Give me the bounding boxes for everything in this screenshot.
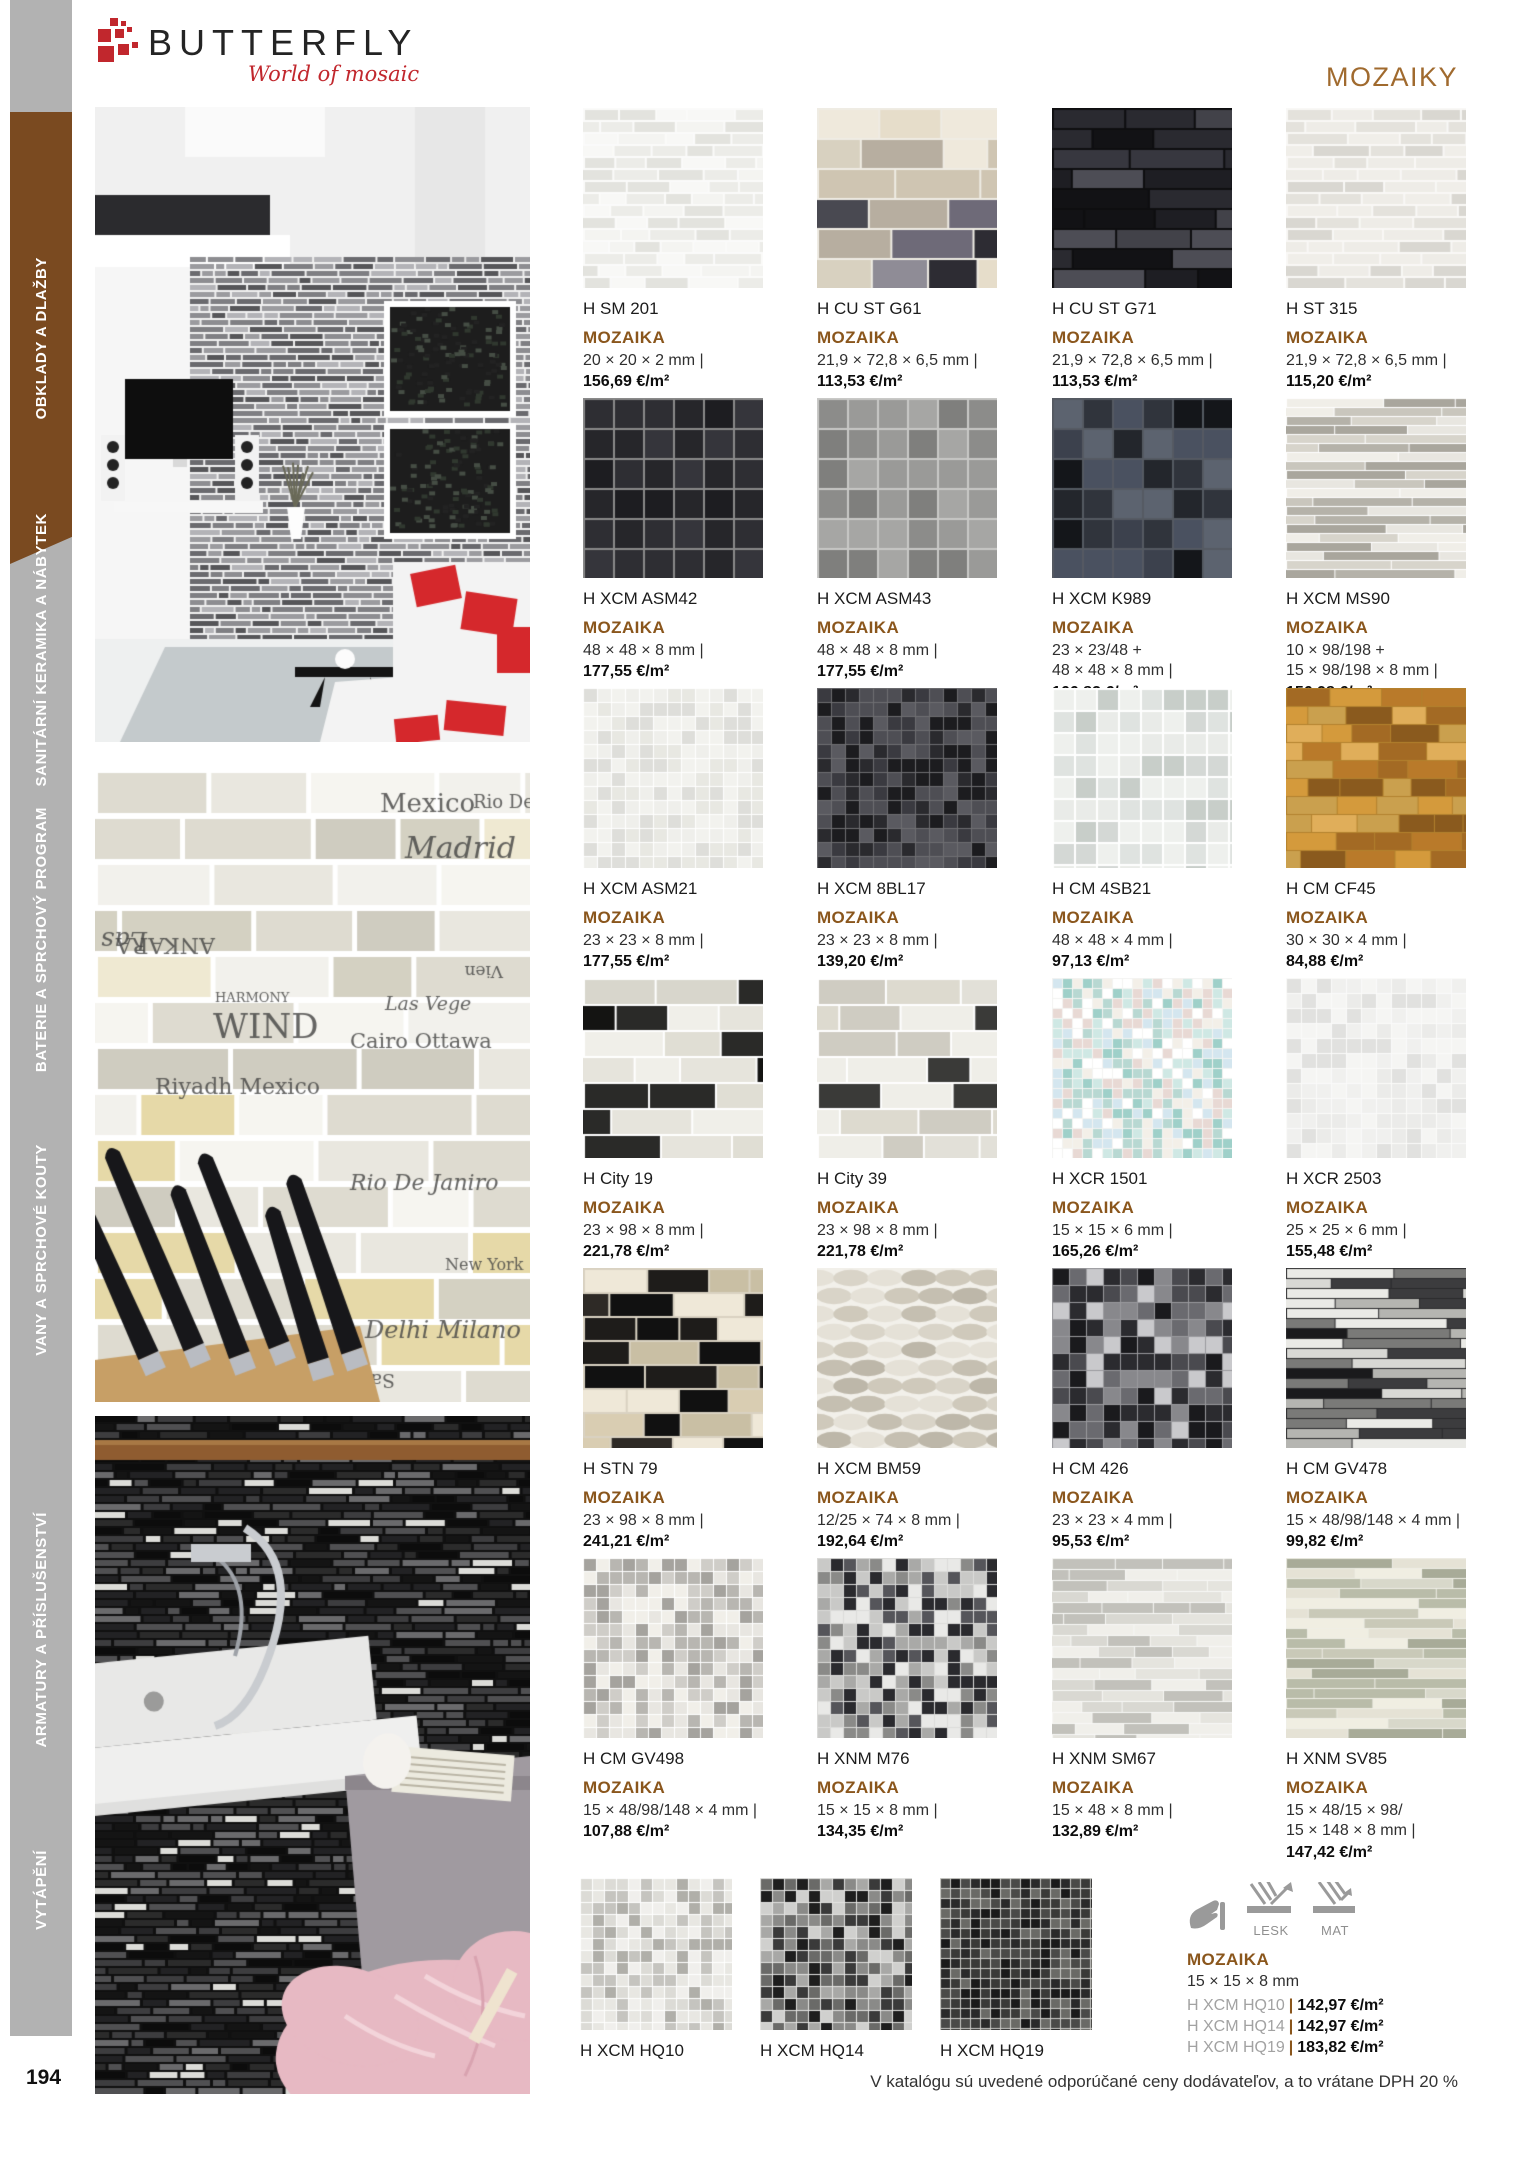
- product-card: [583, 978, 765, 1261]
- product-category-label: MOZAIKA: [1052, 328, 1135, 347]
- product-dimensions: [1052, 351, 1234, 371]
- product-category-label: MOZAIKA: [583, 618, 666, 637]
- product-category-label: MOZAIKA: [817, 1488, 900, 1507]
- combined-row-price: 142,97 €/m²: [1297, 2018, 1384, 2036]
- product-code: H XCM BM59: [817, 1459, 921, 1478]
- product-card: [1052, 108, 1234, 391]
- product-card: [1286, 398, 1468, 702]
- product-category-label: MOZAIKA: [1052, 1198, 1135, 1217]
- product-code: H XNM M76: [817, 1749, 910, 1768]
- product-price: 156,69 €/m²: [583, 373, 670, 391]
- sidebar-item-label: BATERIE A SPRCHOVÝ PROGRAM: [32, 807, 50, 1073]
- combined-dimensions: 15 × 15 × 8 mm: [1187, 1973, 1300, 1990]
- product-price: 95,53 €/m²: [1052, 1533, 1130, 1551]
- product-card: [817, 108, 999, 391]
- product-card: [583, 1558, 765, 1841]
- combined-row-price: 142,97 €/m²: [1297, 1997, 1384, 2014]
- product-card: [1286, 1268, 1468, 1551]
- product-dimensions: [1052, 1511, 1234, 1531]
- product-code: H XCM HQ10: [580, 2041, 684, 2060]
- sidebar-item-6[interactable]: [10, 1670, 72, 2110]
- sidebar-item-label: VYTÁPĚNÍ: [32, 1850, 50, 1930]
- product-price: 177,55 €/m²: [583, 953, 670, 971]
- product-price: 113,53 €/m²: [817, 373, 903, 391]
- dimension-line: 15 × 15 × 8 mm |: [817, 1802, 938, 1819]
- dimension-line: 23 × 98 × 8 mm |: [583, 1222, 704, 1239]
- product-card: [1286, 1558, 1468, 1862]
- dimension-line: 21,9 × 72,8 × 6,5 mm |: [1052, 352, 1213, 369]
- product-code: H City 19: [583, 1169, 653, 1188]
- product-dimensions: [817, 1511, 999, 1531]
- product-dimensions: [1286, 641, 1468, 682]
- combined-row-code: H XCM HQ19: [1187, 2039, 1285, 2057]
- product-category-label: MOZAIKA: [583, 1778, 666, 1797]
- product-code: H CM CF45: [1286, 879, 1376, 898]
- product-price: 221,78 €/m²: [583, 1243, 670, 1261]
- product-card: [817, 688, 999, 971]
- product-price: 132,89 €/m²: [1052, 1823, 1139, 1841]
- product-code: H XCR 2503: [1286, 1169, 1382, 1188]
- product-card: [1052, 1558, 1234, 1841]
- combined-category-label: MOZAIKA: [1187, 1950, 1270, 1969]
- product-category-label: MOZAIKA: [1052, 1488, 1135, 1507]
- product-code: H ST 315: [1286, 299, 1358, 318]
- divider: |: [1288, 2018, 1294, 2036]
- page-number: 194: [26, 2066, 62, 2089]
- product-price: 155,48 €/m²: [1286, 1243, 1373, 1261]
- combined-price-block: [1187, 1890, 1472, 2058]
- product-code: H CU ST G71: [1052, 299, 1157, 318]
- product-dimensions: [817, 1221, 999, 1241]
- product-category-label: MOZAIKA: [817, 618, 900, 637]
- dimension-line: 23 × 98 × 8 mm |: [817, 1222, 938, 1239]
- dimension-line: 12/25 × 74 × 8 mm |: [817, 1512, 960, 1529]
- product-card: [583, 1268, 765, 1551]
- product-card: [1052, 1268, 1234, 1551]
- brand-name: BUTTERFLY: [148, 22, 419, 63]
- product-code: H XNM SV85: [1286, 1749, 1388, 1768]
- sidebar-item-label: VANY A SPRCHOVÉ KOUTY: [32, 1144, 50, 1356]
- product-tile-image: [817, 1558, 997, 1738]
- product-category-label: MOZAIKA: [817, 908, 900, 927]
- dimension-line: 15 × 48/98/148 × 4 mm |: [583, 1802, 758, 1819]
- product-category-label: MOZAIKA: [583, 1198, 666, 1217]
- photo-living-room: [95, 107, 530, 742]
- product-code: H XCM HQ19: [940, 2041, 1044, 2060]
- gloss-finish-label: LESK: [1253, 1923, 1289, 1938]
- combined-row-code: H XCM HQ14: [1187, 2018, 1285, 2036]
- product-category-label: MOZAIKA: [1286, 1488, 1369, 1507]
- dimension-line: 21,9 × 72,8 × 6,5 mm |: [1286, 352, 1447, 369]
- brand-logo: [98, 16, 458, 88]
- product-dimensions: [1286, 931, 1468, 951]
- product-dimensions: [583, 1221, 765, 1241]
- matte-finish-icon: [1311, 1882, 1359, 1916]
- product-tile-image: [817, 1268, 997, 1448]
- product-card: [940, 1878, 1122, 2070]
- product-code: H XCM 8BL17: [817, 879, 926, 898]
- product-dimensions: [583, 931, 765, 951]
- product-tile-image: [1052, 1558, 1232, 1738]
- product-tile-image: [583, 1558, 763, 1738]
- dimension-line: 23 × 23 × 8 mm |: [583, 932, 704, 949]
- product-dimensions: [1286, 351, 1468, 371]
- product-price: 192,64 €/m²: [817, 1533, 904, 1551]
- dimension-line: 48 × 48 × 8 mm |: [583, 642, 704, 659]
- divider: |: [1288, 1997, 1294, 2014]
- dimension-line: 21,9 × 72,8 × 6,5 mm |: [817, 352, 978, 369]
- product-code: H XCM MS90: [1286, 589, 1390, 608]
- product-price: 221,78 €/m²: [817, 1243, 904, 1261]
- dimension-line: 20 × 20 × 2 mm |: [583, 352, 704, 369]
- product-price: 134,35 €/m²: [817, 1823, 904, 1841]
- product-category-label: MOZAIKA: [583, 1488, 666, 1507]
- product-card: [817, 398, 999, 681]
- product-tile-image: [817, 978, 997, 1158]
- product-card: [817, 1268, 999, 1551]
- product-code: H XNM SM67: [1052, 1749, 1156, 1768]
- sidebar-item-label: ARMATURY A PŘÍSLUŠENSTVÍ: [32, 1512, 50, 1748]
- product-tile-image: [583, 398, 763, 578]
- product-price: 107,88 €/m²: [583, 1823, 670, 1841]
- product-tile-image: [583, 688, 763, 868]
- combined-price-row: [1187, 1995, 1472, 2016]
- product-tile-image: [940, 1878, 1092, 2030]
- product-dimensions: [817, 1801, 999, 1821]
- product-tile-image: [760, 1878, 912, 2030]
- photo-dark-mosaic-bath: [95, 1416, 530, 2094]
- product-code: H CM GV478: [1286, 1459, 1388, 1478]
- sidebar-item-label: SANITÁRNÍ KERAMIKA A NÁBYTEK: [32, 513, 50, 787]
- product-card: [583, 398, 765, 681]
- product-tile-image: [1286, 688, 1466, 868]
- product-card: [583, 108, 765, 391]
- product-card: [1286, 688, 1468, 971]
- product-code: H XCM K989: [1052, 589, 1152, 608]
- dimension-line: 15 × 48/98/148 × 4 mm |: [1286, 1512, 1461, 1529]
- dimension-line: 48 × 48 × 8 mm |: [1052, 662, 1173, 680]
- product-dimensions: [817, 351, 999, 371]
- product-dimensions: [1052, 1221, 1234, 1241]
- product-tile-image: [583, 978, 763, 1158]
- dimension-line: 25 × 25 × 6 mm |: [1286, 1222, 1407, 1239]
- product-category-label: MOZAIKA: [1052, 1778, 1135, 1797]
- product-category-label: MOZAIKA: [1052, 908, 1135, 927]
- product-card: [760, 1878, 942, 2070]
- product-category-label: MOZAIKA: [1286, 618, 1369, 637]
- product-code: H XCM ASM21: [583, 879, 698, 898]
- product-price: 113,53 €/m²: [1052, 373, 1138, 391]
- product-price: 99,82 €/m²: [1286, 1533, 1364, 1551]
- product-tile-image: [817, 108, 997, 288]
- product-category-label: MOZAIKA: [1286, 1778, 1369, 1797]
- product-card: [817, 1558, 999, 1841]
- product-card: [583, 688, 765, 971]
- dimension-line: 48 × 48 × 4 mm |: [1052, 932, 1173, 949]
- product-code: H SM 201: [583, 299, 659, 318]
- product-card: [1052, 398, 1234, 702]
- product-dimensions: [817, 931, 999, 951]
- product-card: [580, 1878, 762, 2070]
- product-tile-image: [1286, 398, 1466, 578]
- product-card: [1052, 978, 1234, 1261]
- product-tile-image: [1052, 688, 1232, 868]
- product-tile-image: [1286, 978, 1466, 1158]
- dimension-line: 23 × 23 × 4 mm |: [1052, 1512, 1173, 1529]
- product-code: H XCM ASM43: [817, 589, 932, 608]
- combined-row-price: 183,82 €/m²: [1297, 2039, 1384, 2057]
- product-dimensions: [583, 351, 765, 371]
- combined-row-code: H XCM HQ10: [1187, 1997, 1285, 2014]
- product-price: 177,55 €/m²: [583, 663, 670, 681]
- dimension-line: 23 × 23/48 +: [1052, 642, 1142, 659]
- product-price: 84,88 €/m²: [1286, 953, 1364, 971]
- product-price: 177,55 €/m²: [817, 663, 904, 681]
- product-code: H City 39: [817, 1169, 887, 1188]
- dimension-line: 15 × 15 × 6 mm |: [1052, 1222, 1173, 1239]
- product-card: [1286, 108, 1468, 391]
- product-code: H XCM HQ14: [760, 2041, 864, 2060]
- product-card: [817, 978, 999, 1261]
- sidebar-item-label: OBKLADY A DLAŽBY: [32, 256, 50, 420]
- sidebar-item-4[interactable]: [10, 1030, 72, 1470]
- product-category-label: MOZAIKA: [583, 328, 666, 347]
- product-dimensions: [1052, 641, 1234, 682]
- product-dimensions: [1286, 1221, 1468, 1241]
- dimension-line: 10 × 98/198 +: [1286, 642, 1385, 659]
- product-dimensions: [583, 641, 765, 661]
- product-dimensions: [1286, 1801, 1468, 1842]
- product-code: H CU ST G61: [817, 299, 922, 318]
- product-category-label: MOZAIKA: [583, 908, 666, 927]
- divider: |: [1288, 2039, 1294, 2057]
- footer-note: V katalógu sú uvedené odporúčané ceny dodávateľov, a to vrátane DPH 20 %: [870, 2072, 1458, 2091]
- product-category-label: MOZAIKA: [817, 328, 900, 347]
- product-price: 115,20 €/m²: [1286, 373, 1372, 391]
- product-tile-image: [817, 688, 997, 868]
- product-category-label: MOZAIKA: [1052, 618, 1135, 637]
- dimension-line: 48 × 48 × 8 mm |: [817, 642, 938, 659]
- combined-price-row: [1187, 2016, 1472, 2037]
- product-tile-image: [1286, 108, 1466, 288]
- product-category-label: MOZAIKA: [1286, 328, 1369, 347]
- dimension-line: 23 × 98 × 8 mm |: [583, 1512, 704, 1529]
- product-code: H CM 4SB21: [1052, 879, 1152, 898]
- product-dimensions: [817, 641, 999, 661]
- product-price: 97,13 €/m²: [1052, 953, 1130, 971]
- product-code: H XCR 1501: [1052, 1169, 1148, 1188]
- butterfly-mosaic-logo-icon: [98, 18, 142, 66]
- product-card: [1052, 688, 1234, 971]
- product-dimensions: [1052, 1801, 1234, 1821]
- product-code: H STN 79: [583, 1459, 658, 1478]
- dimension-line: 15 × 48 × 8 mm |: [1052, 1802, 1173, 1819]
- product-code: H CM 426: [1052, 1459, 1129, 1478]
- product-code: H CM GV498: [583, 1749, 685, 1768]
- product-tile-image: [1052, 108, 1232, 288]
- product-category-label: MOZAIKA: [1286, 1198, 1369, 1217]
- product-tile-image: [1286, 1268, 1466, 1448]
- product-tile-image: [583, 1268, 763, 1448]
- combined-price-row: [1187, 2037, 1472, 2058]
- dimension-line: 30 × 30 × 4 mm |: [1286, 932, 1407, 949]
- page-title: MOZAIKY: [1325, 62, 1458, 92]
- wall-suitability-hand-icon: [1187, 1896, 1231, 1938]
- product-tile-image: [1052, 978, 1232, 1158]
- product-price: 165,26 €/m²: [1052, 1243, 1139, 1261]
- brand-tagline: World of mosaic: [248, 62, 420, 86]
- gloss-finish-icon: [1245, 1882, 1297, 1916]
- product-dimensions: [583, 1801, 765, 1821]
- matte-finish-label: MAT: [1321, 1923, 1349, 1938]
- product-code: H XCM ASM42: [583, 589, 698, 608]
- dimension-line: 15 × 98/198 × 8 mm |: [1286, 662, 1438, 680]
- dimension-line: 15 × 148 × 8 mm |: [1286, 1822, 1416, 1840]
- product-tile-image: [583, 108, 763, 288]
- product-tile-image: [1052, 398, 1232, 578]
- product-dimensions: [1286, 1511, 1468, 1531]
- product-price: 241,21 €/m²: [583, 1533, 670, 1551]
- product-tile-image: [1286, 1558, 1466, 1738]
- product-dimensions: [583, 1511, 765, 1531]
- product-price: 139,20 €/m²: [817, 953, 904, 971]
- product-category-label: MOZAIKA: [817, 1778, 900, 1797]
- product-dimensions: [1052, 931, 1234, 951]
- product-tile-image: [1052, 1268, 1232, 1448]
- dimension-line: 15 × 48/15 × 98/: [1286, 1802, 1403, 1819]
- dimension-line: 23 × 23 × 8 mm |: [817, 932, 938, 949]
- product-card: [1286, 978, 1468, 1261]
- product-tile-image: [580, 1878, 732, 2030]
- product-category-label: MOZAIKA: [817, 1198, 900, 1217]
- product-category-label: MOZAIKA: [1286, 908, 1369, 927]
- product-price: 147,42 €/m²: [1286, 1843, 1373, 1861]
- photo-city-mosaic-knives: [95, 770, 530, 1402]
- product-tile-image: [817, 398, 997, 578]
